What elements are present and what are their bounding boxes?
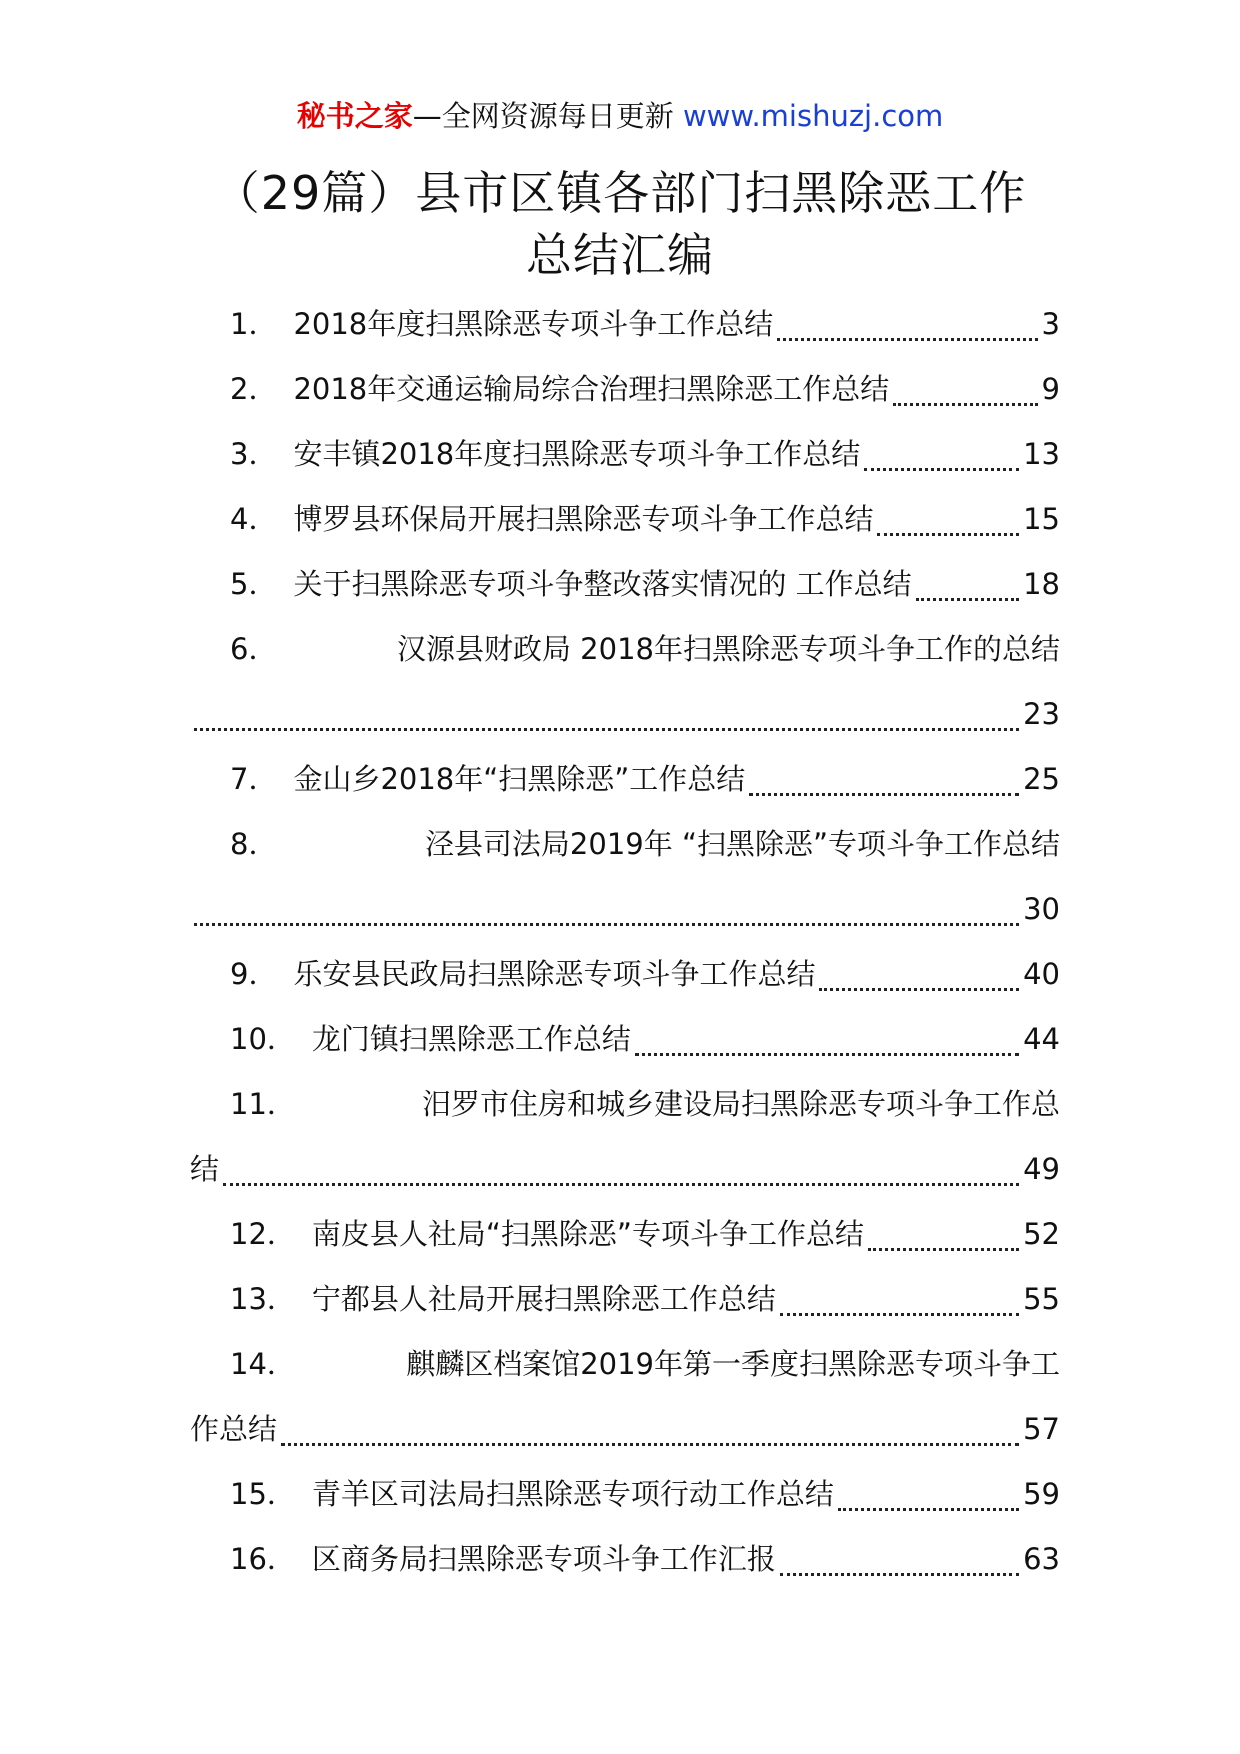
toc-entry-title: 南皮县人社局“扫黑除恶”专项斗争工作总结: [311, 1217, 864, 1251]
toc-entry[interactable]: [190, 552, 1060, 617]
dot-leader: [893, 373, 1037, 406]
toc-entry[interactable]: [190, 487, 1060, 552]
toc-entry-number: 7．: [230, 762, 278, 796]
toc-entry-page: 40: [1023, 957, 1060, 991]
dot-leader: [194, 698, 1019, 731]
toc-entry[interactable]: [190, 942, 1060, 1007]
toc-entry-number: 14．: [230, 1347, 296, 1381]
toc-entry-title: 金山乡2018年“扫黑除恶”工作总结: [293, 762, 746, 796]
toc-entry-page: 3: [1041, 307, 1060, 341]
dot-leader: [635, 1023, 1019, 1056]
toc-entry[interactable]: [190, 1202, 1060, 1267]
toc-entry[interactable]: [190, 747, 1060, 812]
brand-name: 秘书之家: [296, 99, 413, 133]
toc-entry-page: 63: [1023, 1542, 1060, 1576]
toc-entry-number: 3．: [230, 437, 278, 471]
toc-entry[interactable]: [190, 1462, 1060, 1527]
dot-leader: [838, 1478, 1019, 1511]
toc-entry[interactable]: [190, 617, 1060, 747]
toc-entry[interactable]: [190, 1527, 1060, 1592]
toc-entry[interactable]: [190, 1072, 1060, 1202]
toc-entry-number: 1．: [230, 307, 278, 341]
toc-entry-number: 2．: [230, 372, 278, 406]
toc-entry-page: 44: [1023, 1022, 1060, 1056]
toc-entry-number: 10．: [230, 1022, 296, 1056]
toc-entry[interactable]: [190, 357, 1060, 422]
toc-entry-title: 龙门镇扫黑除恶工作总结: [311, 1022, 631, 1056]
toc-entry-page: 57: [1023, 1412, 1060, 1446]
toc-entry-title: 2018年度扫黑除恶专项斗争工作总结: [293, 307, 774, 341]
toc-entry-title: 麒麟区档案馆2019年第一季度扫黑除恶专项斗争工: [406, 1347, 1060, 1381]
dot-leader: [864, 438, 1019, 471]
toc-entry[interactable]: [190, 1007, 1060, 1072]
banner-tagline: —全网资源每日更新: [412, 99, 674, 133]
toc-entry-number: 4．: [230, 502, 278, 536]
toc-entry-page: 9: [1041, 372, 1060, 406]
dot-leader: [223, 1153, 1019, 1186]
toc-entry-title: 汉源县财政局 2018年扫黑除恶专项斗争工作的总结: [396, 632, 1060, 666]
toc-entry-title: 汨罗市住房和城乡建设局扫黑除恶专项斗争工作总: [421, 1087, 1060, 1121]
toc-entry-page: 49: [1023, 1152, 1060, 1186]
toc-entry[interactable]: [190, 422, 1060, 487]
toc-entry-page: 52: [1023, 1217, 1060, 1251]
toc-entry-page: 25: [1023, 762, 1060, 796]
toc-entry-page: 30: [1023, 892, 1060, 926]
toc-entry-number: 9．: [230, 957, 278, 991]
toc-entry-page: 18: [1023, 567, 1060, 601]
toc-entry-number: 15．: [230, 1477, 296, 1511]
toc-entry-page: 15: [1023, 502, 1060, 536]
dot-leader: [780, 1543, 1019, 1576]
toc-entry[interactable]: [190, 1332, 1060, 1462]
toc-entry-number: 16．: [230, 1542, 296, 1576]
toc-entry-title: 博罗县环保局开展扫黑除恶专项斗争工作总结: [293, 502, 874, 536]
title-line-2: 总结汇编: [526, 228, 714, 282]
toc-entry-number: 13．: [230, 1282, 296, 1316]
toc-entry-page: 55: [1023, 1282, 1060, 1316]
toc-entry-page: 23: [1023, 697, 1060, 731]
dot-leader: [777, 308, 1037, 341]
toc-entry-title-continued: 结: [190, 1152, 220, 1186]
toc-entry-title: 区商务局扫黑除恶专项斗争工作汇报: [311, 1542, 776, 1576]
toc-entry-title: 安丰镇2018年度扫黑除恶专项斗争工作总结: [293, 437, 861, 471]
toc-entry-title: 关于扫黑除恶专项斗争整改落实情况的 工作总结: [293, 567, 912, 601]
toc-entry-number: 12．: [230, 1217, 296, 1251]
toc-entry-number: 11．: [230, 1087, 296, 1121]
dot-leader: [916, 568, 1019, 601]
toc-entry-page: 59: [1023, 1477, 1060, 1511]
dot-leader: [194, 893, 1019, 926]
toc-entry-page: 13: [1023, 437, 1060, 471]
toc-entry[interactable]: [190, 292, 1060, 357]
dot-leader: [749, 763, 1019, 796]
toc-entry-title: 乐安县民政局扫黑除恶专项斗争工作总结: [293, 957, 816, 991]
site-banner: [0, 98, 1240, 134]
toc-entry-number: 8．: [230, 827, 278, 861]
dot-leader: [780, 1283, 1019, 1316]
dot-leader: [281, 1413, 1019, 1446]
toc-entry[interactable]: [190, 1267, 1060, 1332]
toc-entry-title: 青羊区司法局扫黑除恶专项行动工作总结: [311, 1477, 834, 1511]
table-of-contents: [190, 292, 1060, 1592]
toc-entry-number: 6．: [230, 632, 278, 666]
toc-entry-title: 泾县司法局2019年 “扫黑除恶”专项斗争工作总结: [424, 827, 1060, 861]
dot-leader: [868, 1218, 1019, 1251]
dot-leader: [819, 958, 1019, 991]
toc-entry-title: 2018年交通运输局综合治理扫黑除恶工作总结: [293, 372, 890, 406]
toc-entry-title-continued: 作总结: [190, 1412, 278, 1446]
site-url-link[interactable]: www.mishuzj.com: [682, 99, 944, 133]
toc-entry-title: 宁都县人社局开展扫黑除恶工作总结: [311, 1282, 776, 1316]
toc-entry[interactable]: [190, 812, 1060, 942]
title-line-1: （29篇）县市区镇各部门扫黑除恶工作: [213, 166, 1027, 220]
document-title: [150, 162, 1090, 286]
dot-leader: [877, 503, 1019, 536]
toc-entry-number: 5．: [230, 567, 278, 601]
